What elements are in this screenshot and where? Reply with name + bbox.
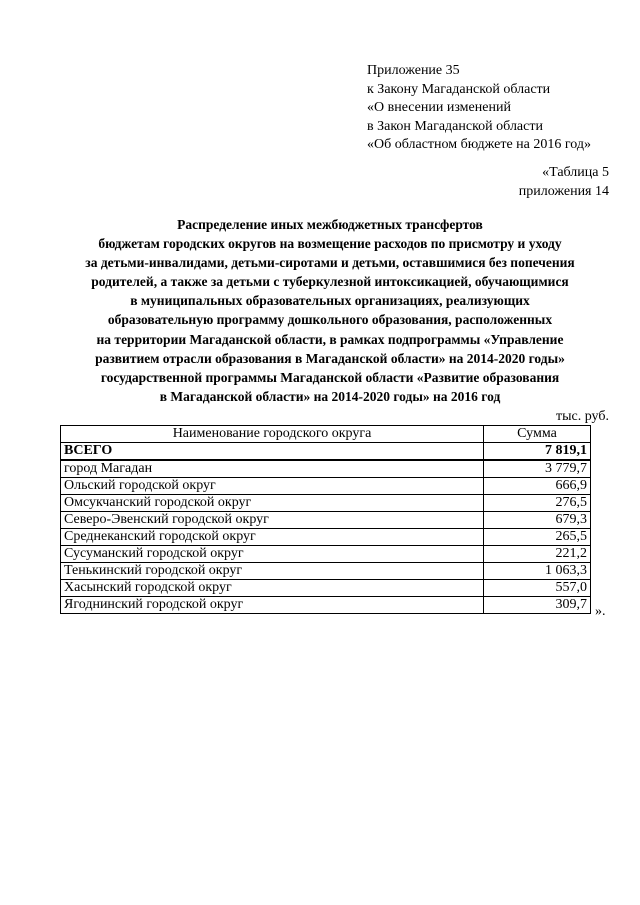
title-line: бюджетам городских округов на возмещение расходов по присмотру и уходу [98,236,562,252]
document-title [50,215,610,406]
district-name: Тенькинский городской округ [61,563,484,580]
distribution-table [60,425,591,614]
table-row [61,546,591,563]
title-line: родителей, а также за детьми с туберкулезной интоксикацией, обучающимися [91,274,569,290]
table-row [61,460,591,478]
title-line: в муниципальных образовательных организациях, реализующих [130,293,530,309]
table-row [61,478,591,495]
appendix-line: к Закону Магаданской области [367,81,551,97]
title-line: Распределение иных межбюджетных трансфертов [177,217,483,232]
appendix-line: «Об областном бюджете на 2016 год» [367,137,591,152]
table-reference [519,164,609,201]
units-label: тыс. руб. [556,409,609,424]
total-sum: 7 819,1 [484,443,591,461]
title-line: на территории Магаданской области, в рамках подпрограммы «Управление [96,331,564,347]
closing-quote-mark: ». [595,604,606,619]
district-sum: 679,3 [484,512,591,529]
district-name: город Магадан [61,460,484,478]
column-header-name: Наименование городского округа [61,426,484,443]
district-name: Среднеканский городской округ [61,529,484,546]
table-header-row [61,426,591,443]
appendix-line: в Закон Магаданской области [367,118,543,134]
appendix-header [367,62,627,155]
title-line: образовательную программу дошкольного образования, расположенных [107,312,553,328]
district-name: Сусуманский городской округ [61,546,484,563]
table-row [61,563,591,580]
total-label: ВСЕГО [61,443,484,461]
district-name: Ольский городской округ [61,478,484,495]
title-line: развитием отрасли образования в Магаданской области» на 2014-2020 годы» [95,350,565,366]
table-row [61,512,591,529]
table-row [61,529,591,546]
title-line: государственной программы Магаданской области «Развитие образования [100,369,560,385]
district-sum: 666,9 [484,478,591,495]
district-name: Хасынский городской округ [61,580,484,597]
district-sum: 276,5 [484,495,591,512]
district-sum: 309,7 [484,597,591,614]
district-sum: 265,5 [484,529,591,546]
table-row [61,495,591,512]
table-row [61,597,591,614]
district-sum: 1 063,3 [484,563,591,580]
title-line: за детьми-инвалидами, детьми-сиротами и детьми, оставшимися без попечения [85,255,575,271]
title-line: в Магаданской области» на 2014-2020 годы» на 2016 год [159,388,501,404]
district-sum: 557,0 [484,580,591,597]
district-sum: 221,2 [484,546,591,563]
table-reference-line: «Таблица 5 [542,165,609,180]
column-header-sum: Сумма [484,426,591,443]
table-reference-line: приложения 14 [518,183,609,199]
total-row [61,443,591,461]
district-name: Ягоднинский городской округ [61,597,484,614]
district-name: Омсукчанский городской округ [61,495,484,512]
appendix-line: Приложение 35 [367,63,460,78]
appendix-line: «О внесении изменений [367,100,511,115]
district-sum: 3 779,7 [484,460,591,478]
table-row [61,580,591,597]
district-name: Северо-Эвенский городской округ [61,512,484,529]
